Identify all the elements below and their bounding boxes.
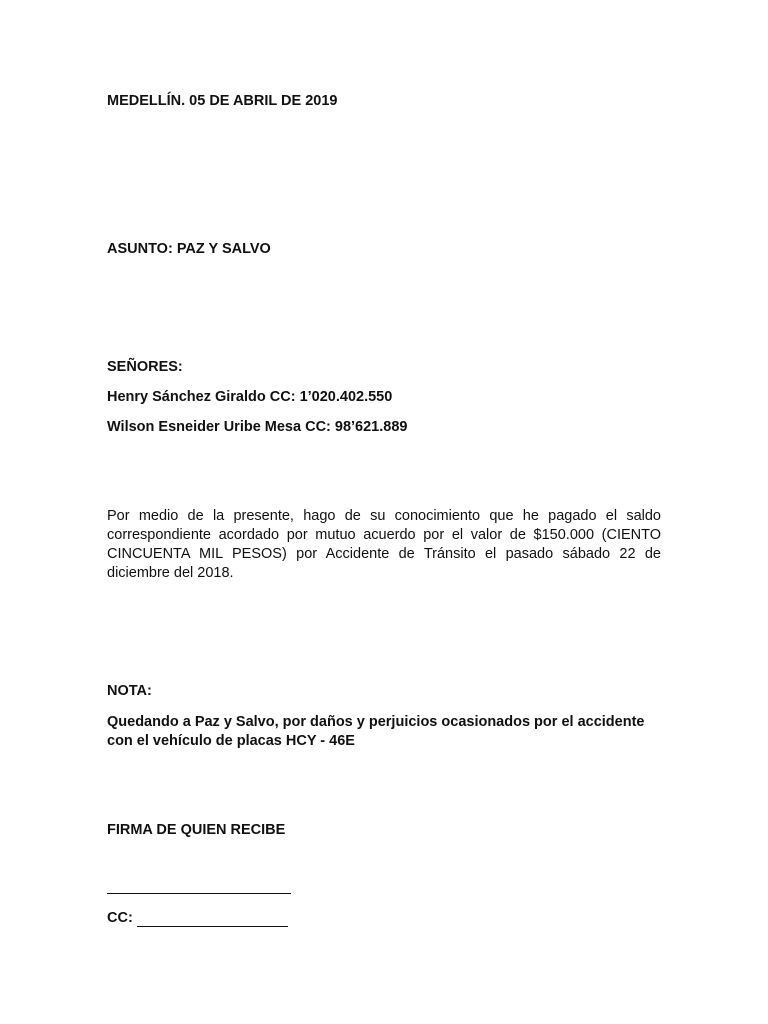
greeting: SEÑORES: bbox=[107, 359, 183, 375]
cc-signature-line bbox=[137, 926, 288, 927]
subject-line: ASUNTO: PAZ Y SALVO bbox=[107, 241, 271, 257]
addressee-line: Henry Sánchez Giraldo CC: 1’020.402.550 bbox=[107, 389, 393, 405]
body-paragraph: Por medio de la presente, hago de su conocimiento que he pagado el saldo correspondiente acordado por mutuo acuerdo por el valor de $150.000 (CIENTO CINCUENTA MIL PESOS) por Accidente de Tránsito el pasado sábado 22 de diciembre del 2018. bbox=[107, 508, 661, 581]
signature-heading: FIRMA DE QUIEN RECIBE bbox=[107, 822, 286, 838]
cc-label: CC: bbox=[107, 910, 133, 926]
date-line: MEDELLÍN. 05 DE ABRIL DE 2019 bbox=[107, 93, 338, 109]
signature-line bbox=[107, 893, 291, 894]
note-text: Quedando a Paz y Salvo, por daños y perjuicios ocasionados por el accidente con el vehículo de placas HCY - 46E bbox=[107, 714, 645, 749]
addressee-line: Wilson Esneider Uribe Mesa CC: 98’621.889 bbox=[107, 419, 408, 435]
note-heading: NOTA: bbox=[107, 683, 152, 699]
